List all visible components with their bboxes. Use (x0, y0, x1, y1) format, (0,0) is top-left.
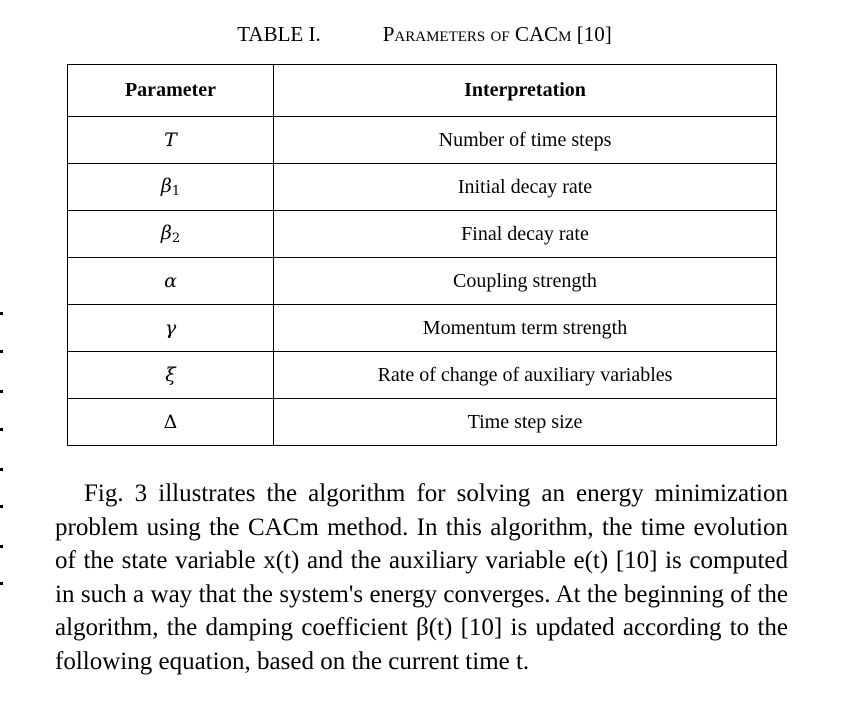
parameter-symbol: $\beta_2$ (68, 211, 274, 258)
parameter-interpretation: Final decay rate (274, 211, 777, 258)
parameter-symbol: $\beta_1$ (68, 164, 274, 211)
parameter-interpretation: Initial decay rate (274, 164, 777, 211)
header-parameter: Parameter (68, 65, 274, 117)
table-caption (0, 20, 849, 48)
table-row (68, 258, 777, 305)
body-paragraph: Fig. 3 illustrates the algorithm for solving an energy minimization problem using the CACm method. In this algorithm, the time evolution of the state variable x(t) and the auxiliary variable e(t) [10] is computed in such a way that the system's energy converges. At the beginning of the algorithm, the damping coefficient β(t) [10] is updated according to the following equation, based on the current time t. (55, 480, 788, 675)
parameter-interpretation: Time step size (274, 399, 777, 446)
header-interpretation: Interpretation (274, 65, 777, 117)
table-row (68, 164, 777, 211)
parameter-interpretation: Momentum term strength (274, 305, 777, 352)
parameter-interpretation: Number of time steps (274, 117, 777, 164)
parameter-symbol: Δ (68, 399, 274, 446)
parameter-interpretation: Rate of change of auxiliary variables (274, 352, 777, 399)
table-row (68, 305, 777, 352)
parameter-symbol: ξ (68, 352, 274, 399)
table-header-row (68, 65, 777, 117)
table-row (68, 399, 777, 446)
parameter-symbol: γ (68, 305, 274, 352)
table-row (68, 352, 777, 399)
parameter-symbol: α (68, 258, 274, 305)
parameters-table (67, 64, 777, 446)
parameter-symbol: T (68, 117, 274, 164)
table-row (68, 211, 777, 258)
parameter-interpretation: Coupling strength (274, 258, 777, 305)
table-row (68, 117, 777, 164)
margin-marks (0, 300, 6, 600)
table-title: Parameters of CACm [10] (382, 22, 612, 46)
table-number: TABLE I. (237, 22, 321, 46)
